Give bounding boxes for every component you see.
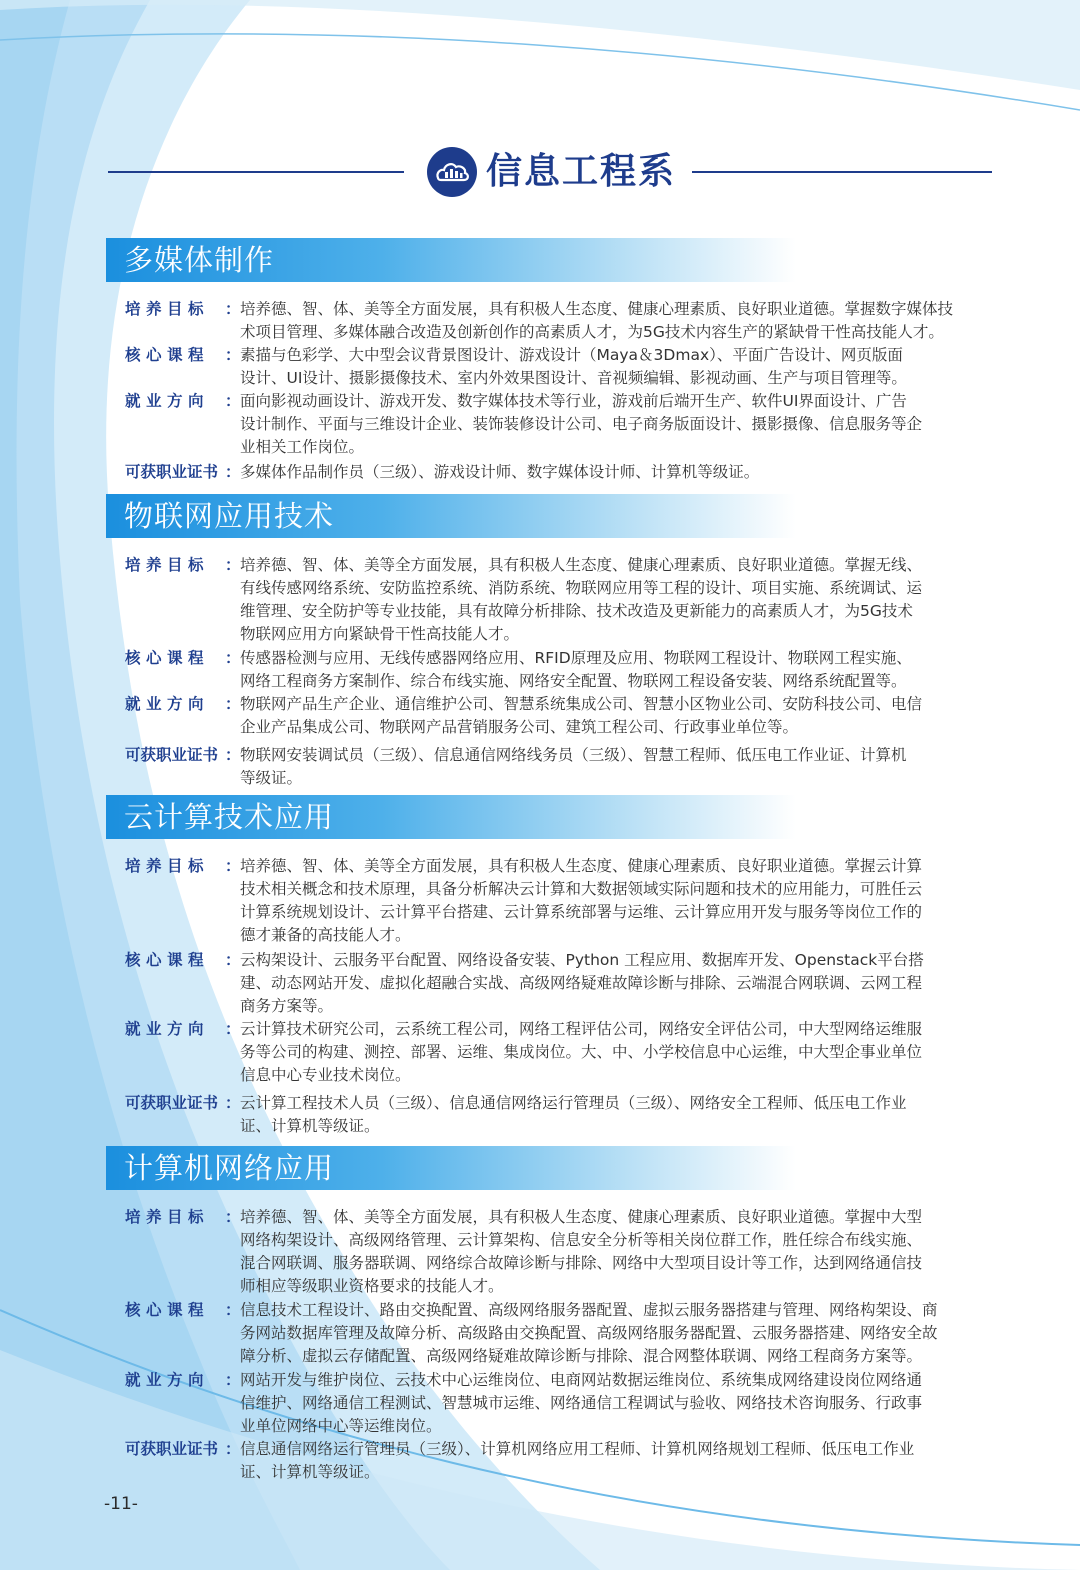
major-title-bar: [106, 1146, 796, 1190]
courses-text: 信息技术工程设计、路由交换配置、高级网络服务器配置、虚拟云服务器搭建与管理、网络构架设、商 务网站数据库管理及故障分析、高级路由交换配置、高级网络服务器配置、云服务器搭建、网络安全故 障分析、虚拟云存储配置、高级网络疑难故障诊断与排除、混合网整体联调、网络工程商务方案等。: [240, 1301, 938, 1365]
cert-label: 可获职业证书 ：: [125, 1094, 241, 1112]
goal-text: 培养德、智、体、美等全方面发展，具有积极人生态度、健康心理素质、良好职业道德。掌握云计算 技术相关概念和技术原理，具备分析解决云计算和大数据领域实际问题和技术的应用能力，可胜任云 计算系统规划设计、云计算平台搭建、云计算系统部署与运维、云计算应用开发与服务等岗位工作的 德才兼备的高技能人才。: [240, 857, 923, 944]
chart-cloud-icon: [426, 146, 478, 198]
goal-label: 培养目标 ：: [125, 300, 247, 318]
major-title-bar: [106, 494, 796, 538]
courses-text: 素描与色彩学、大中型会议背景图设计、游戏设计（Maya＆3Dmax）、平面广告设计、网页版面 设计、UI设计、摄影摄像技术、室内外效果图设计、音视频编辑、影视动画、生产与项目管理等。: [240, 346, 907, 387]
goal-text: 培养德、智、体、美等全方面发展，具有积极人生态度、健康心理素质、良好职业道德。掌握无线、 有线传感网络系统、安防监控系统、消防系统、物联网应用等工程的设计、项目实施、系统调试、运 维管理、安全防护等专业技能，具有故障分析排除、技术改造及更新能力的高素质人才，为5G技术 物联网应用方向紧缺骨干性高技能人才。: [240, 556, 923, 643]
goal-label: 培养目标 ：: [125, 857, 247, 875]
goal-label: 培养目标 ：: [125, 556, 247, 574]
major-title: 云计算技术应用: [124, 800, 335, 834]
career-label: 就业方向 ：: [125, 1371, 247, 1389]
cert-text: 云计算工程技术人员（三级）、信息通信网络运行管理员（三级）、网络安全工程师、低压电工作业 证、计算机等级证。: [240, 1094, 907, 1135]
cert-text: 多媒体作品制作员（三级）、游戏设计师、数字媒体设计师、计算机等级证。: [240, 463, 760, 481]
career-label: 就业方向 ：: [125, 1020, 247, 1038]
major-title: 物联网应用技术: [124, 499, 335, 533]
courses-label: 核心课程 ：: [125, 346, 247, 364]
career-text: 物联网产品生产企业、通信维护公司、智慧系统集成公司、智慧小区物业公司、安防科技公司、电信 企业产品集成公司、物联网产品营销服务公司、建筑工程公司、行政事业单位等。: [240, 695, 923, 736]
career-text: 面向影视动画设计、游戏开发、数字媒体技术等行业，游戏前后端开生产、软件UI界面设计、广告 设计制作、平面与三维设计企业、装饰装修设计公司、电子商务版面设计、摄影摄像、信息服务等企 业相关工作岗位。: [240, 392, 923, 456]
cert-text: 信息通信网络运行管理员（三级）、计算机网络应用工程师、计算机网络规划工程师、低压电工作业 证、计算机等级证。: [240, 1440, 915, 1481]
cert-label: 可获职业证书 ：: [125, 463, 241, 481]
courses-label: 核心课程 ：: [125, 1301, 247, 1319]
goal-label: 培养目标 ：: [125, 1208, 247, 1226]
major-title: 计算机网络应用: [124, 1151, 335, 1185]
cert-label: 可获职业证书 ：: [125, 1440, 241, 1458]
major-title: 多媒体制作: [124, 243, 275, 277]
goal-text: 培养德、智、体、美等全方面发展，具有积极人生态度、健康心理素质、良好职业道德。掌握数字媒体技 术项目管理、多媒体融合改造及创新创作的高素质人才，为5G技术内容生产的紧缺骨干性高技能人才。: [240, 300, 954, 341]
courses-label: 核心课程 ：: [125, 649, 247, 667]
career-label: 就业方向 ：: [125, 695, 247, 713]
career-text: 网站开发与维护岗位、云技术中心运维岗位、电商网站数据运维岗位、系统集成网络建设岗位网络通 信维护、网络通信工程测试、智慧城市运维、网络通信工程调试与验收、网络技术咨询服务、行政事 业单位网络中心等运维岗位。: [240, 1371, 923, 1435]
department-header: [0, 140, 1080, 204]
page-number: -11-: [104, 1494, 138, 1514]
major-title-bar: [106, 795, 796, 839]
goal-text: 培养德、智、体、美等全方面发展，具有积极人生态度、健康心理素质、良好职业道德。掌握中大型 网络构架设计、高级网络管理、云计算架构、信息安全分析等相关岗位群工作，胜任综合布线实施、 混合网联调、服务器联调、网络综合故障诊断与排除、网络中大型项目设计等工作，达到网络通信技 师相应等级职业资格要求的技能人才。: [240, 1208, 923, 1295]
courses-text: 云构架设计、云服务平台配置、网络设备安装、Python 工程应用、数据库开发、Openstack平台搭 建、动态网站开发、虚拟化超融合实战、高级网络疑难故障诊断与排除、云端混合网联调、云网工程 商务方案等。: [240, 951, 924, 1015]
cert-label: 可获职业证书 ：: [125, 746, 241, 764]
career-text: 云计算技术研究公司，云系统工程公司，网络工程评估公司，网络安全评估公司，中大型网络运维服 务等公司的构建、测控、部署、运维、集成岗位。大、中、小学校信息中心运维，中大型企事业单位 信息中心专业技术岗位。: [240, 1020, 923, 1084]
header-rule-right: [692, 171, 992, 173]
header-rule-left: [108, 171, 404, 173]
courses-label: 核心课程 ：: [125, 951, 247, 969]
career-label: 就业方向 ：: [125, 392, 247, 410]
major-title-bar: [106, 238, 796, 282]
cert-text: 物联网安装调试员（三级）、信息通信网络线务员（三级）、智慧工程师、低压电工作业证、计算机 等级证。: [240, 746, 907, 787]
department-title: 信息工程系: [486, 151, 677, 192]
courses-text: 传感器检测与应用、无线传感器网络应用、RFID原理及应用、物联网工程设计、物联网工程实施、 网络工程商务方案制作、综合布线实施、网络安全配置、物联网工程设备安装、网络系统配置等。: [240, 649, 912, 690]
